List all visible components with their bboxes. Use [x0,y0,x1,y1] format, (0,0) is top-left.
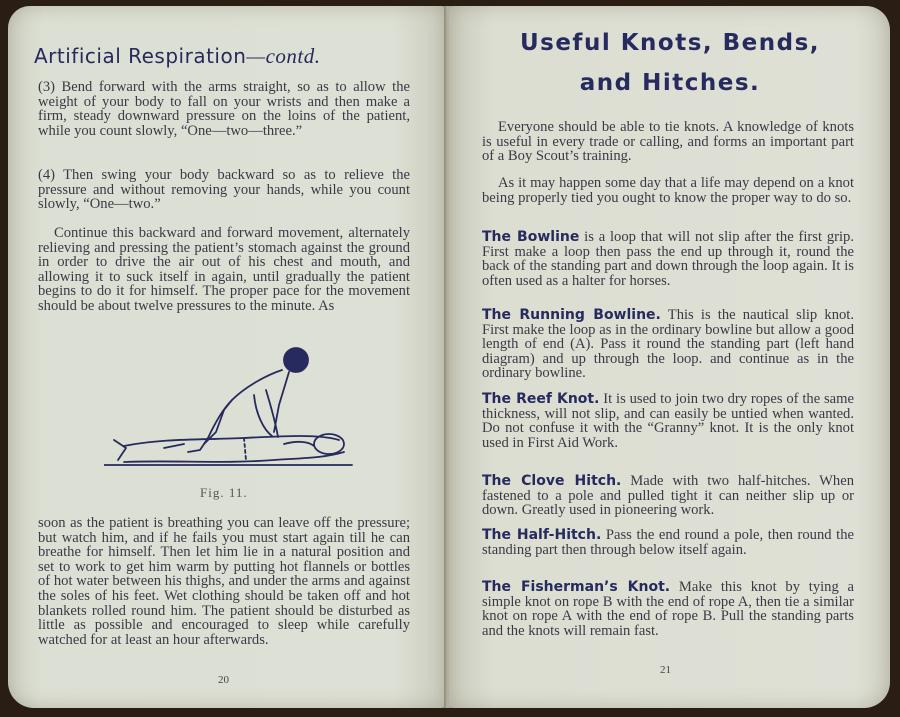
knot-description: Pass the end round a pole, then round the standing part then through below itself again. [482,527,855,558]
left-page-heading [34,44,320,69]
knot-description: This is the nautical slip knot. First make the loop as in the ordinary bowline but allow a good length of end (A). Pass it round the standing part (left hand diagram) and up through the loop. and continue as in the ordinary bowline. [482,307,854,382]
knot-name: The Half-Hitch. [482,527,602,543]
heading-main: Artificial Respiration [34,44,247,68]
knot-clove-hitch [482,474,854,518]
knot-half-hitch [482,528,854,557]
heading-contd: —contd. [246,44,321,68]
knot-description: is a loop that will not slip after the first grip. First make a loop then pass the end up through it, round the back of the standing part and down through the loop again. It is often used as a halter for horses. [482,229,854,289]
left-page-number: 20 [218,674,229,686]
knot-name: The Running Bowline. [482,307,661,323]
knot-name: The Clove Hitch. [482,473,622,489]
intro-paragraph-1: Everyone should be able to tie knots. A knowledge of knots is useful in every trade or calling, and forms an important part of a Boy Scout’s training. [482,119,854,165]
knot-name: The Fisherman’s Knot. [482,579,671,595]
paragraph-step-3: (3) Bend forward with the arms straight, so as to allow the weight of your body to fall on your wrists and then make a firm, steady downward pressure on the loins of the patient, while you count slowly, “One—two—three.” [38,79,410,139]
knot-name: The Reef Knot. [482,391,600,407]
paragraph-continue: Continue this backward and forward movement, alternately relieving and pressing the patient’s stomach against the ground in order to drive the air out of his chest and mouth, and allowing it to suck itself in again, until gradually the patient begins to do it for himself. The proper pace for the movement should be about twelve pressures to the minute. As [38,225,410,314]
right-page-title-line-2: and Hitches. [579,70,761,96]
knot-bowline [482,230,854,288]
knot-name: The Bowline [482,229,580,245]
paragraph-step-4: (4) Then swing your body backward so as to relieve the pressure and without removing your hands, while you count slowly, “One—two.” [38,167,410,213]
knot-description: It is used to join two dry ropes of the same thickness, will not slip, and can easily be untied when wanted. Do not confuse it with the “Granny” knot. It is the only knot used in First Aid Work. [482,391,854,451]
figure-caption: Fig. 11. [200,485,248,500]
knot-description: Made with two half-hitches. When fastened to a pole and pulled tight it can neither slip up or down. Greatly used in pioneering work. [482,473,854,519]
artificial-respiration-figure [104,340,354,470]
knot-running-bowline [482,308,854,381]
paragraph-after-figure: soon as the patient is breathing you can leave off the pressure; but watch him, and if he fails you must start again till he can breathe for himself. Then let him lie in a natural position and set to work to get him warm by putting hot flannels or bottles of hot water between his thighs, and under the arms and against the soles of his feet. Wet clothing should be taken off and hot blankets rolled round him. The patient should be disturbed as little as possible and encouraged to sleep while carefully watched for at least an hour afterwards. [38,515,410,648]
intro-paragraph-2: As it may happen some day that a life may depend on a knot being properly tied you ought to know the proper way to do so. [482,175,854,206]
knot-description: Make this knot by tying a simple knot on rope B with the end of rope A, then tie a similar knot on rope A with the end of rope B. Pull the standing parts and the knots will remain fast. [482,579,854,639]
right-page-title-line-1: Useful Knots, Bends, [519,30,821,56]
right-page-number: 21 [660,664,671,676]
knot-fishermans [482,580,854,638]
knot-reef [482,392,854,450]
